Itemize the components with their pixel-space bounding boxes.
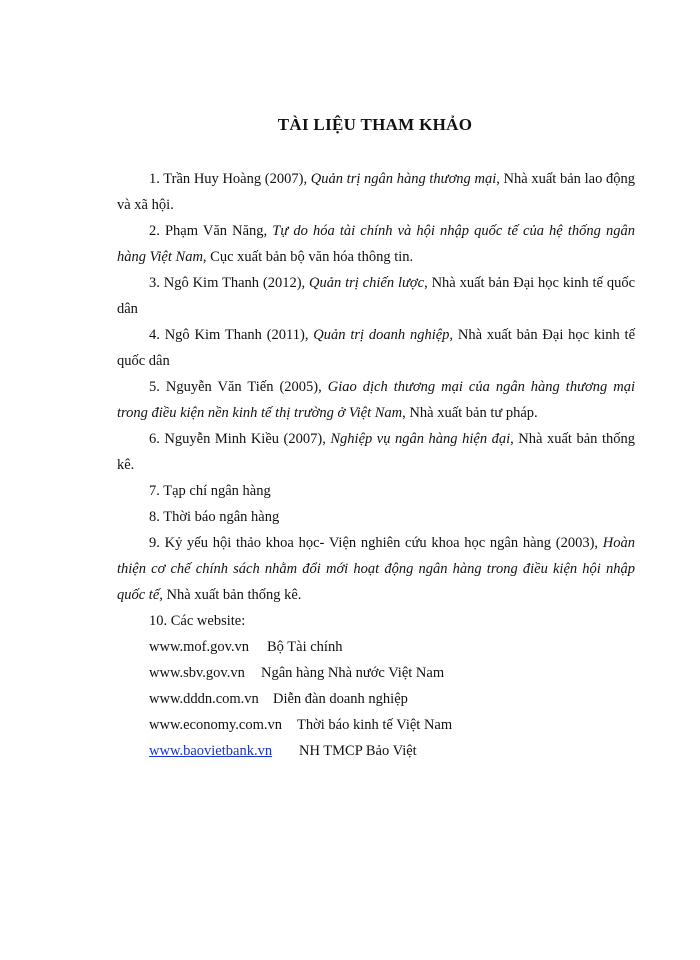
website-name: Diễn đàn doanh nghiệp [273,691,408,707]
reference-item [117,608,635,634]
reference-item [117,478,635,504]
reference-text: 4. Ngô Kim Thanh (2011), [149,327,314,343]
website-url: www.dddn.com.vn [149,691,259,707]
reference-publisher: , Nhà xuất bản lao động và xã hội. [117,171,635,213]
website-name: Thời báo kinh tế Việt Nam [297,717,453,733]
reference-title: Quản trị doanh nghiệp, [313,327,454,343]
reference-item [117,166,635,218]
website-row [117,686,635,712]
website-row [117,634,635,660]
reference-item [117,322,635,374]
reference-item [117,426,635,478]
website-name: Ngân hàng Nhà nước Việt Nam [261,665,445,681]
reference-item [117,530,635,608]
page-title: TÀI LIỆU THAM KHẢO [277,115,473,134]
website-name: NH TMCP Bảo Việt [299,743,417,759]
website-row [117,660,635,686]
website-row [117,712,635,738]
reference-text: 3. Ngô Kim Thanh (2012), [149,275,310,291]
reference-text: 2. Phạm Văn Năng, [149,223,273,239]
reference-text: 7. Tạp chí ngân hàng [149,483,271,499]
reference-publisher: , Nhà xuất bản thống kê. [117,431,636,473]
reference-title: Giao dịch thương mại của ngân hàng thương mại trong điều kiện nền kinh tế thị trường ở Việt Nam [117,379,635,421]
reference-text: 10. Các website: [149,613,246,629]
reference-publisher: , Nhà xuất bản thống kê. [159,587,302,603]
reference-title: Hoàn thiện cơ chế chính sách nhằm đổi mới hoạt động ngân hàng trong điều kiện hội nhập quốc tế [117,535,635,603]
reference-text: 9. Kỷ yếu hội thảo khoa học- Viện nghiên cứu khoa học ngân hàng (2003), [149,535,603,551]
reference-title: Quản trị ngân hàng thương mại [310,171,497,187]
reference-text: 8. Thời báo ngân hàng [149,509,280,525]
reference-item [117,218,635,270]
website-url: www.mof.gov.vn [149,639,250,655]
reference-title: Quản trị chiến lược [309,275,425,291]
website-row [117,738,635,764]
website-link[interactable]: www.baovietbank.vn [149,743,273,759]
website-url: www.economy.com.vn [149,717,283,733]
website-url: www.sbv.gov.vn [149,665,245,681]
reference-item [117,270,635,322]
reference-text: 1. Trần Huy Hoàng (2007), [149,171,311,187]
reference-list [117,166,635,764]
reference-publisher: Nhà xuất bản Đại học kinh tế quốc dân [117,327,636,369]
reference-publisher: , Cục xuất bản bộ văn hóa thông tin. [202,249,414,265]
reference-publisher: , Nhà xuất bản tư pháp. [402,405,538,421]
reference-text: 5. Nguyễn Văn Tiến (2005), [149,379,328,395]
reference-title: Nghiệp vụ ngân hàng hiện đại [330,431,511,447]
reference-title: Tự do hóa tài chính và hội nhập quốc tế của hệ thống ngân hàng Việt Nam [117,223,635,265]
website-name: Bộ Tài chính [267,639,343,655]
reference-text: 6. Nguyễn Minh Kiều (2007), [149,431,331,447]
reference-item [117,374,635,426]
reference-item [117,504,635,530]
reference-publisher: , Nhà xuất bản Đại học kinh tế quốc dân [117,275,635,317]
